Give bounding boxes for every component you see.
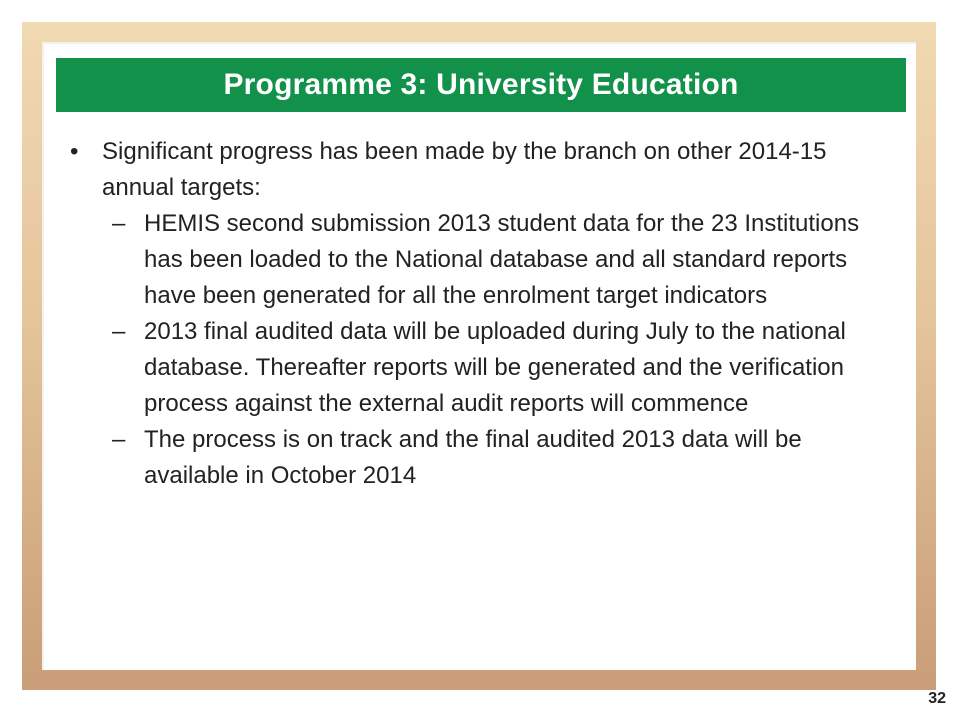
bullet-content	[70, 134, 900, 494]
main-bullet-text: Significant progress has been made by the branch on other 2014-15 annual targets:	[102, 138, 827, 201]
dash-marker: –	[112, 210, 126, 237]
sub-bullet-text: 2013 final audited data will be uploaded during July to the national database. Thereafter reports will be generated and the verification process against the external audit reports will commence	[144, 318, 846, 417]
sub-bullet-text: The process is on track and the final audited 2013 data will be available in October 2014	[144, 426, 802, 489]
dash-marker: –	[112, 426, 126, 453]
title-bar	[56, 58, 906, 112]
dash-marker: –	[112, 318, 126, 345]
sub-bullet-list	[70, 206, 900, 494]
main-bullet	[70, 134, 900, 206]
page-number: 32	[928, 690, 946, 707]
sub-bullet	[112, 206, 900, 314]
sub-bullet	[112, 422, 900, 494]
slide-title: Programme 3: University Education	[223, 68, 739, 101]
sub-bullet	[112, 314, 900, 422]
bullet-marker: •	[70, 138, 79, 165]
sub-bullet-text: HEMIS second submission 2013 student data for the 23 Institutions has been loaded to the National database and all standard reports have been generated for all the enrolment target indicators	[144, 210, 860, 309]
